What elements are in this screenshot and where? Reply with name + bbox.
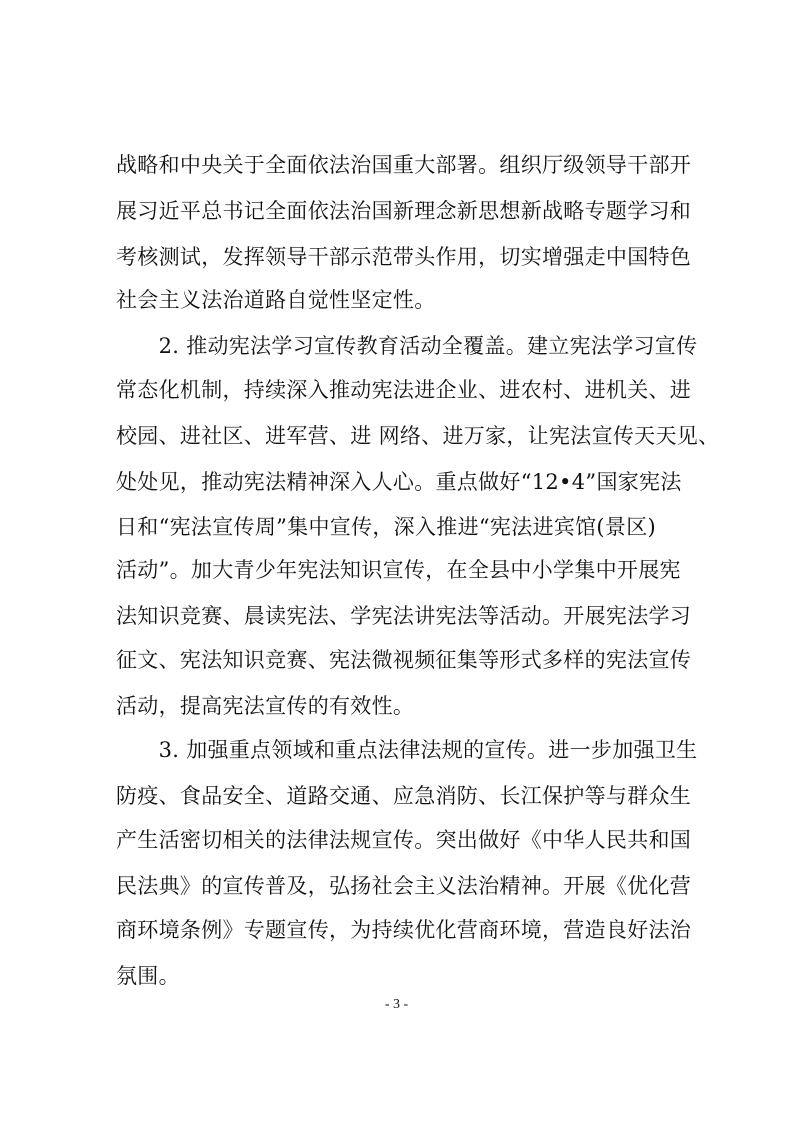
- text-line: 校园、进社区、进军营、进 网络、进万家，让宪法宣传天天见、: [116, 424, 720, 448]
- text-line: 商环境条例》专题宣传，为持续优化营商环境，营造良好法治: [116, 918, 692, 942]
- text-line: 氛围。: [116, 964, 180, 988]
- page-number: - 3 -: [384, 997, 409, 1012]
- text-line: 3. 加强重点领域和重点法律法规的宣传。进一步加强卫生: [116, 738, 698, 762]
- text-line: 法知识竞赛、晨读宪法、学宪法讲宪法等活动。开展宪法学习: [116, 604, 692, 628]
- text-line: 活动”。加大青少年宪法知识宣传，在全县中小学集中开展宪: [116, 558, 681, 582]
- text-line: 展习近平总书记全面依法治国新理念新思想新战略专题学习和: [116, 199, 692, 223]
- text-line: 防疫、食品安全、道路交通、应急消防、长江保护等与群众生: [116, 784, 692, 808]
- text-line: 产生活密切相关的法律法规宣传。突出做好《中华人民共和国: [116, 828, 692, 852]
- text-line: 常态化机制，持续深入推动宪法进企业、进农村、进机关、进: [116, 378, 692, 402]
- text-line: 民法典》的宣传普及，弘扬社会主义法治精神。开展《优化营: [116, 874, 692, 898]
- text-line: 活动，提高宪法宣传的有效性。: [116, 694, 415, 718]
- text-line: 考核测试，发挥领导干部示范带头作用，切实增强走中国特色: [116, 245, 692, 269]
- text-line: 处处见，推动宪法精神深入人心。重点做好“12•4”国家宪法: [116, 470, 682, 494]
- text-line: 日和“宪法宣传周”集中宣传，深入推进“宪法进宾馆(景区): [116, 515, 656, 539]
- text-line: 社会主义法治道路自觉性坚定性。: [116, 288, 436, 312]
- text-line: 战略和中央关于全面依法治国重大部署。组织厅级领导干部开: [116, 153, 692, 177]
- text-line: 2. 推动宪法学习宣传教育活动全覆盖。建立宪法学习宣传: [116, 334, 698, 358]
- text-line: 征文、宪法知识竞赛、宪法微视频征集等形式多样的宪法宣传: [116, 648, 692, 672]
